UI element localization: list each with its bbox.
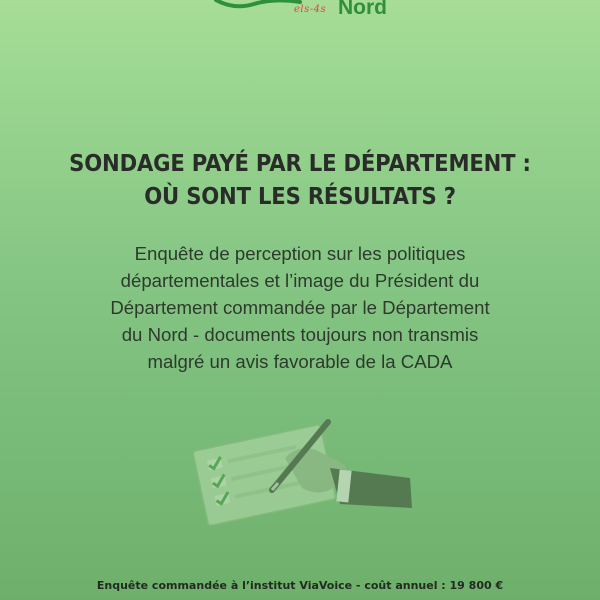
description-line-1: Enquête de perception sur les politiques	[134, 243, 466, 264]
headline-line-2: OÙ SONT LES RÉSULTATS ?	[144, 184, 456, 210]
description-line-3: Département commandée par le Département	[110, 297, 490, 318]
footer-note: Enquête commandée à l’institut ViaVoice - coût annuel : 19 800 €	[96, 579, 504, 592]
headline	[24, 148, 576, 214]
description-line-4: du Nord - documents toujours non transmis	[121, 324, 479, 345]
headline-line-1: SONDAGE PAYÉ PAR LE DÉPARTEMENT :	[69, 151, 531, 177]
description	[60, 240, 540, 375]
logo-swoosh-icon	[214, 0, 304, 12]
description-line-5: malgré un avis favorable de la CADA	[147, 351, 453, 372]
description-line-2: départementales et l’image du Président du	[120, 270, 480, 291]
document-checklist-signing-icon	[180, 408, 420, 528]
logo-subtext: els-4s	[294, 4, 327, 15]
logo	[0, 0, 600, 22]
logo-name: Nord	[338, 0, 387, 19]
